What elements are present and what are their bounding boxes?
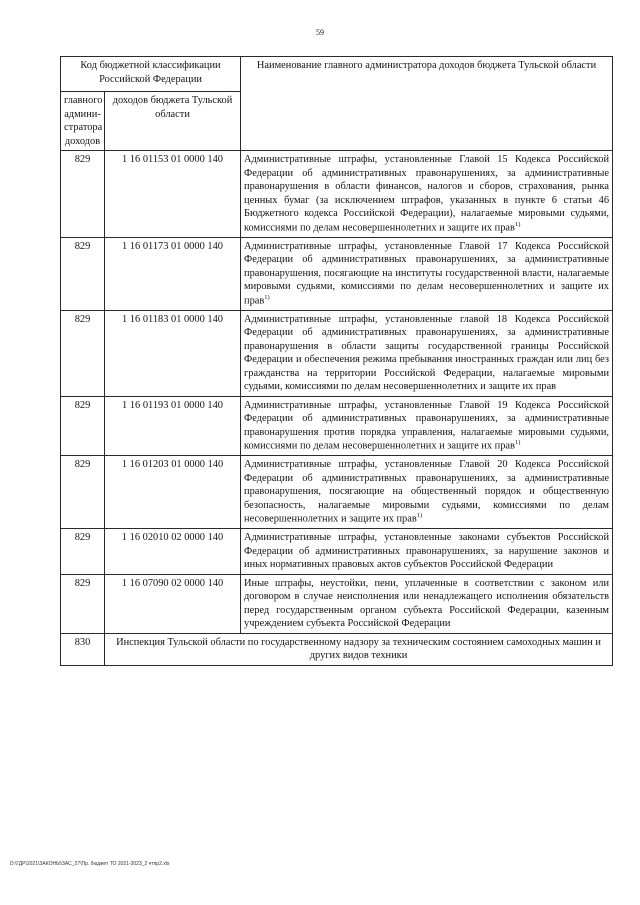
footnote-marker: 1) xyxy=(514,220,521,228)
revenue-name-cell xyxy=(241,456,613,529)
income-code-cell: 1 16 01203 01 0000 140 xyxy=(105,456,241,529)
admin-code-cell: 829 xyxy=(61,237,105,310)
header-budget-income: доходов бюджета Тульской области xyxy=(105,92,241,151)
admin-code-cell: 829 xyxy=(61,529,105,575)
table-row xyxy=(61,151,613,238)
table-row xyxy=(61,237,613,310)
table-body xyxy=(61,151,613,666)
admin-code-cell: 829 xyxy=(61,396,105,456)
footnote-marker: 1) xyxy=(264,293,270,301)
administrator-section-row xyxy=(61,633,613,665)
admin-code-cell: 829 xyxy=(61,151,105,238)
income-code-cell: 1 16 07090 02 0000 140 xyxy=(105,574,241,633)
header-classification-code: Код бюджетной классификации Российской Федерации xyxy=(61,57,241,92)
revenue-name-text: Иные штрафы, неустойки, пени, уплаченные в соответствии с законом или договором в случае неисполнения или ненадлежащего исполнения обязательств перед государственным органом субъекта Российской Федерации, казенным учреждением субъекта Российской Федерации xyxy=(244,577,610,630)
revenue-name-cell xyxy=(241,529,613,575)
file-path-footer: D:\ГДР\2021\ЗАКОНЫ\ЗАС_27\Пр. бюджет ТО 2021-2023_2 чтпр2.xls xyxy=(10,861,170,867)
table-row xyxy=(61,310,613,396)
income-code-cell: 1 16 01183 01 0000 140 xyxy=(105,310,241,396)
table-row xyxy=(61,529,613,575)
revenue-name-text: Административные штрафы, установленные Главой 15 Кодекса Российской Федерации об административных правонарушениях, за административные правонарушения в области финансов, налогов и сборов, страхования, рынка ценных бумаг (за исключением штрафов, указанных в пункте 6 статьи 46 Бюджетного кодекса Российской Федерации), налагаемые мировыми судьями, комиссиями по делам несовершеннолетних и защите их прав xyxy=(244,154,610,234)
income-code-cell: 1 16 01153 01 0000 140 xyxy=(105,151,241,238)
table-header-row xyxy=(61,57,613,92)
revenue-name-text: Административные штрафы, установленные главой 18 Кодекса Российской Федерации об административных правонарушениях, за административные правонарушения в области защиты государственной границы Российской Федерации и обеспечения режима пребывания иностранных граждан или лиц без гражданства на территории Российской Федерации, налагаемые мировыми судьями, комиссиями по делам несовершеннолетних и защите их прав xyxy=(244,313,610,393)
admin-code-cell: 829 xyxy=(61,574,105,633)
header-main-administrator: главного админи-стратора доходов xyxy=(61,92,105,151)
revenue-name-text: Административные штрафы, установленные Главой 17 Кодекса Российской Федерации об административных правонарушениях, за административные правонарушения, посягающие на институты государственной власти, налагаемые мировыми судьями, комиссиями по делам несовершеннолетних и защите их прав xyxy=(244,240,610,307)
budget-classification-table xyxy=(60,56,613,666)
revenue-name-cell xyxy=(241,574,613,633)
header-administrator-name: Наименование главного администратора доходов бюджета Тульской области xyxy=(241,57,613,151)
table-row xyxy=(61,456,613,529)
table-row xyxy=(61,396,613,456)
income-code-cell: 1 16 02010 02 0000 140 xyxy=(105,529,241,575)
admin-code-cell: 829 xyxy=(61,310,105,396)
footnote-marker: 1) xyxy=(416,512,423,520)
revenue-name-cell xyxy=(241,151,613,238)
revenue-name-cell xyxy=(241,396,613,456)
income-code-cell: 1 16 01173 01 0000 140 xyxy=(105,237,241,310)
revenue-name-text: Административные штрафы, установленные Главой 19 Кодекса Российской Федерации об административных правонарушениях, за административные правонарушения против порядка управления, налагаемые мировыми судьями, комиссиями по делам несовершеннолетних и защите их прав xyxy=(244,399,610,452)
revenue-name-cell xyxy=(241,310,613,396)
revenue-name-text: Административные штрафы, установленные законами субъектов Российской Федерации об административных правонарушениях, за нарушение законов и иных нормативных правовых актов субъектов Российской Федерации xyxy=(244,532,610,571)
income-code-cell: 1 16 01193 01 0000 140 xyxy=(105,396,241,456)
page-number: 59 xyxy=(316,28,324,37)
revenue-name-cell xyxy=(241,237,613,310)
admin-code-cell: 829 xyxy=(61,456,105,529)
revenue-name-text: Административные штрафы, установленные Главой 20 Кодекса Российской Федерации об административных правонарушениях, за административные правонарушения, посягающие на общественный порядок и общественную безопасность, налагаемые мировыми судьями, комиссиями по делам несовершеннолетних и защите их прав xyxy=(244,459,610,525)
table-row xyxy=(61,574,613,633)
admin-code-cell: 830 xyxy=(61,633,105,665)
footnote-marker: 1) xyxy=(514,439,521,447)
administrator-name-cell: Инспекция Тульской области по государственному надзору за техническим состоянием самоходных машин и других видов техники xyxy=(105,633,613,665)
